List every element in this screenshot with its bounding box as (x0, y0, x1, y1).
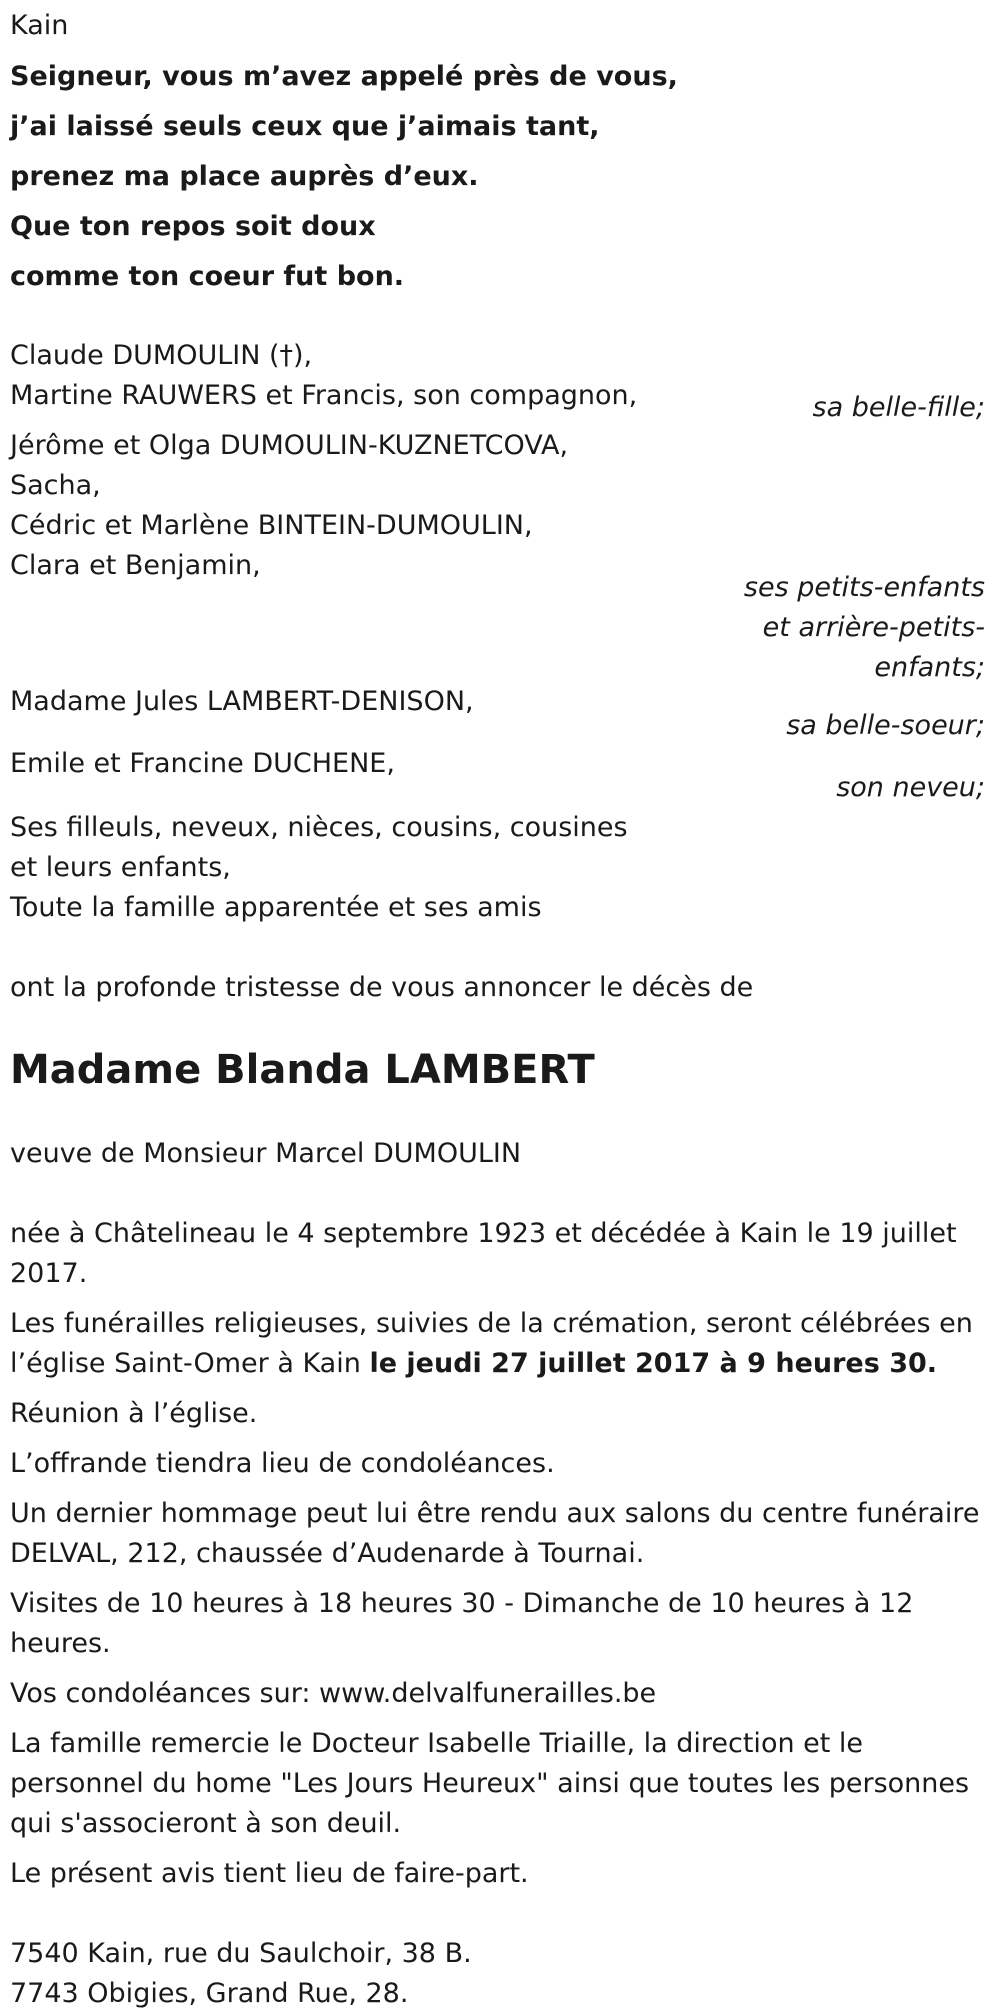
poem-line: Seigneur, vous m’avez appelé près de vous, (10, 61, 678, 92)
family-line: Ses filleuls, neveux, nièces, cousins, cousines (10, 812, 628, 843)
poem-line: comme ton coeur fut bon. (10, 261, 405, 292)
family-line: Madame Jules LAMBERT-DENISON, (10, 686, 474, 717)
family-line: Sacha, (10, 470, 101, 501)
visits-info: Visites de 10 heures à 18 heures 30 - Dimanche de 10 heures à 12 heures. (10, 1588, 914, 1659)
family-line: Clara et Benjamin, (10, 550, 261, 581)
family-group-daughter-in-law (10, 336, 990, 423)
meeting-info: Réunion à l’église. (10, 1398, 258, 1429)
hommage-info: Un dernier hommage peut lui être rendu aux salons du centre funéraire DELVAL, 212, chaussée d’Audenarde à Tournai. (10, 1498, 980, 1569)
family-line: Cédric et Marlène BINTEIN-DUMOULIN, (10, 510, 533, 541)
family-group-sister-in-law (10, 682, 990, 744)
offering-info: L’offrande tiendra lieu de condoléances. (10, 1448, 555, 1479)
thanks-info: La famille remercie le Docteur Isabelle Triaille, la direction et le personnel du home "Les Jours Heureux" ainsi que toutes les personnes qui s'associeront à son deuil. (10, 1728, 970, 1839)
family-list (10, 336, 990, 928)
location: Kain (10, 10, 69, 41)
funeral-text: Les funérailles religieuses, suivies de la crémation, seront célébrées en l’église Saint-Omer à Kain (10, 1308, 973, 1379)
address-line: 7540 Kain, rue du Saulchoir, 38 B. (10, 1938, 472, 1969)
poem-line: Que ton repos soit doux (10, 211, 376, 242)
funeral-details (10, 1214, 990, 1894)
poem (10, 52, 990, 302)
family-line: Toute la famille apparentée et ses amis (10, 892, 542, 923)
family-group-nephew (10, 744, 990, 808)
family-group-others (10, 808, 990, 928)
relation-label: enfants; (874, 652, 985, 683)
poem-line: prenez ma place auprès d’eux. (10, 161, 479, 192)
announcement: ont la profonde tristesse de vous annoncer le décès de (10, 972, 754, 1003)
poem-line: j’ai laissé seuls ceux que j’aimais tant, (10, 111, 600, 142)
deceased-name: Madame Blanda LAMBERT (10, 1047, 595, 1093)
addresses (10, 1934, 990, 2014)
family-line: Emile et Francine DUCHENE, (10, 748, 395, 779)
relation-label: sa belle-soeur; (786, 710, 985, 741)
relation-label: son neveu; (836, 772, 985, 803)
family-group-grandchildren (10, 426, 990, 682)
family-line: Martine RAUWERS et Francis, son compagnon, (10, 380, 638, 411)
family-line: Jérôme et Olga DUMOULIN-KUZNETCOVA, (10, 430, 569, 461)
relation-label: sa belle-fille; (812, 392, 985, 423)
family-line: Claude DUMOULIN (†), (10, 340, 313, 371)
condolences-info: Vos condoléances sur: www.delvalfunerailles.be (10, 1678, 657, 1709)
relation-label: ses petits-enfants (743, 572, 985, 603)
notice-info: Le présent avis tient lieu de faire-part. (10, 1858, 529, 1889)
relation-label: et arrière-petits- (762, 612, 985, 643)
widow-of: veuve de Monsieur Marcel DUMOULIN (10, 1138, 522, 1169)
funeral-date: le jeudi 27 juillet 2017 à 9 heures 30. (369, 1348, 938, 1379)
family-line: et leurs enfants, (10, 852, 231, 883)
birth-death-dates: née à Châtelineau le 4 septembre 1923 et décédée à Kain le 19 juillet 2017. (10, 1218, 957, 1289)
funeral-info (10, 1304, 990, 1384)
address-line: 7743 Obigies, Grand Rue, 28. (10, 1978, 409, 2009)
